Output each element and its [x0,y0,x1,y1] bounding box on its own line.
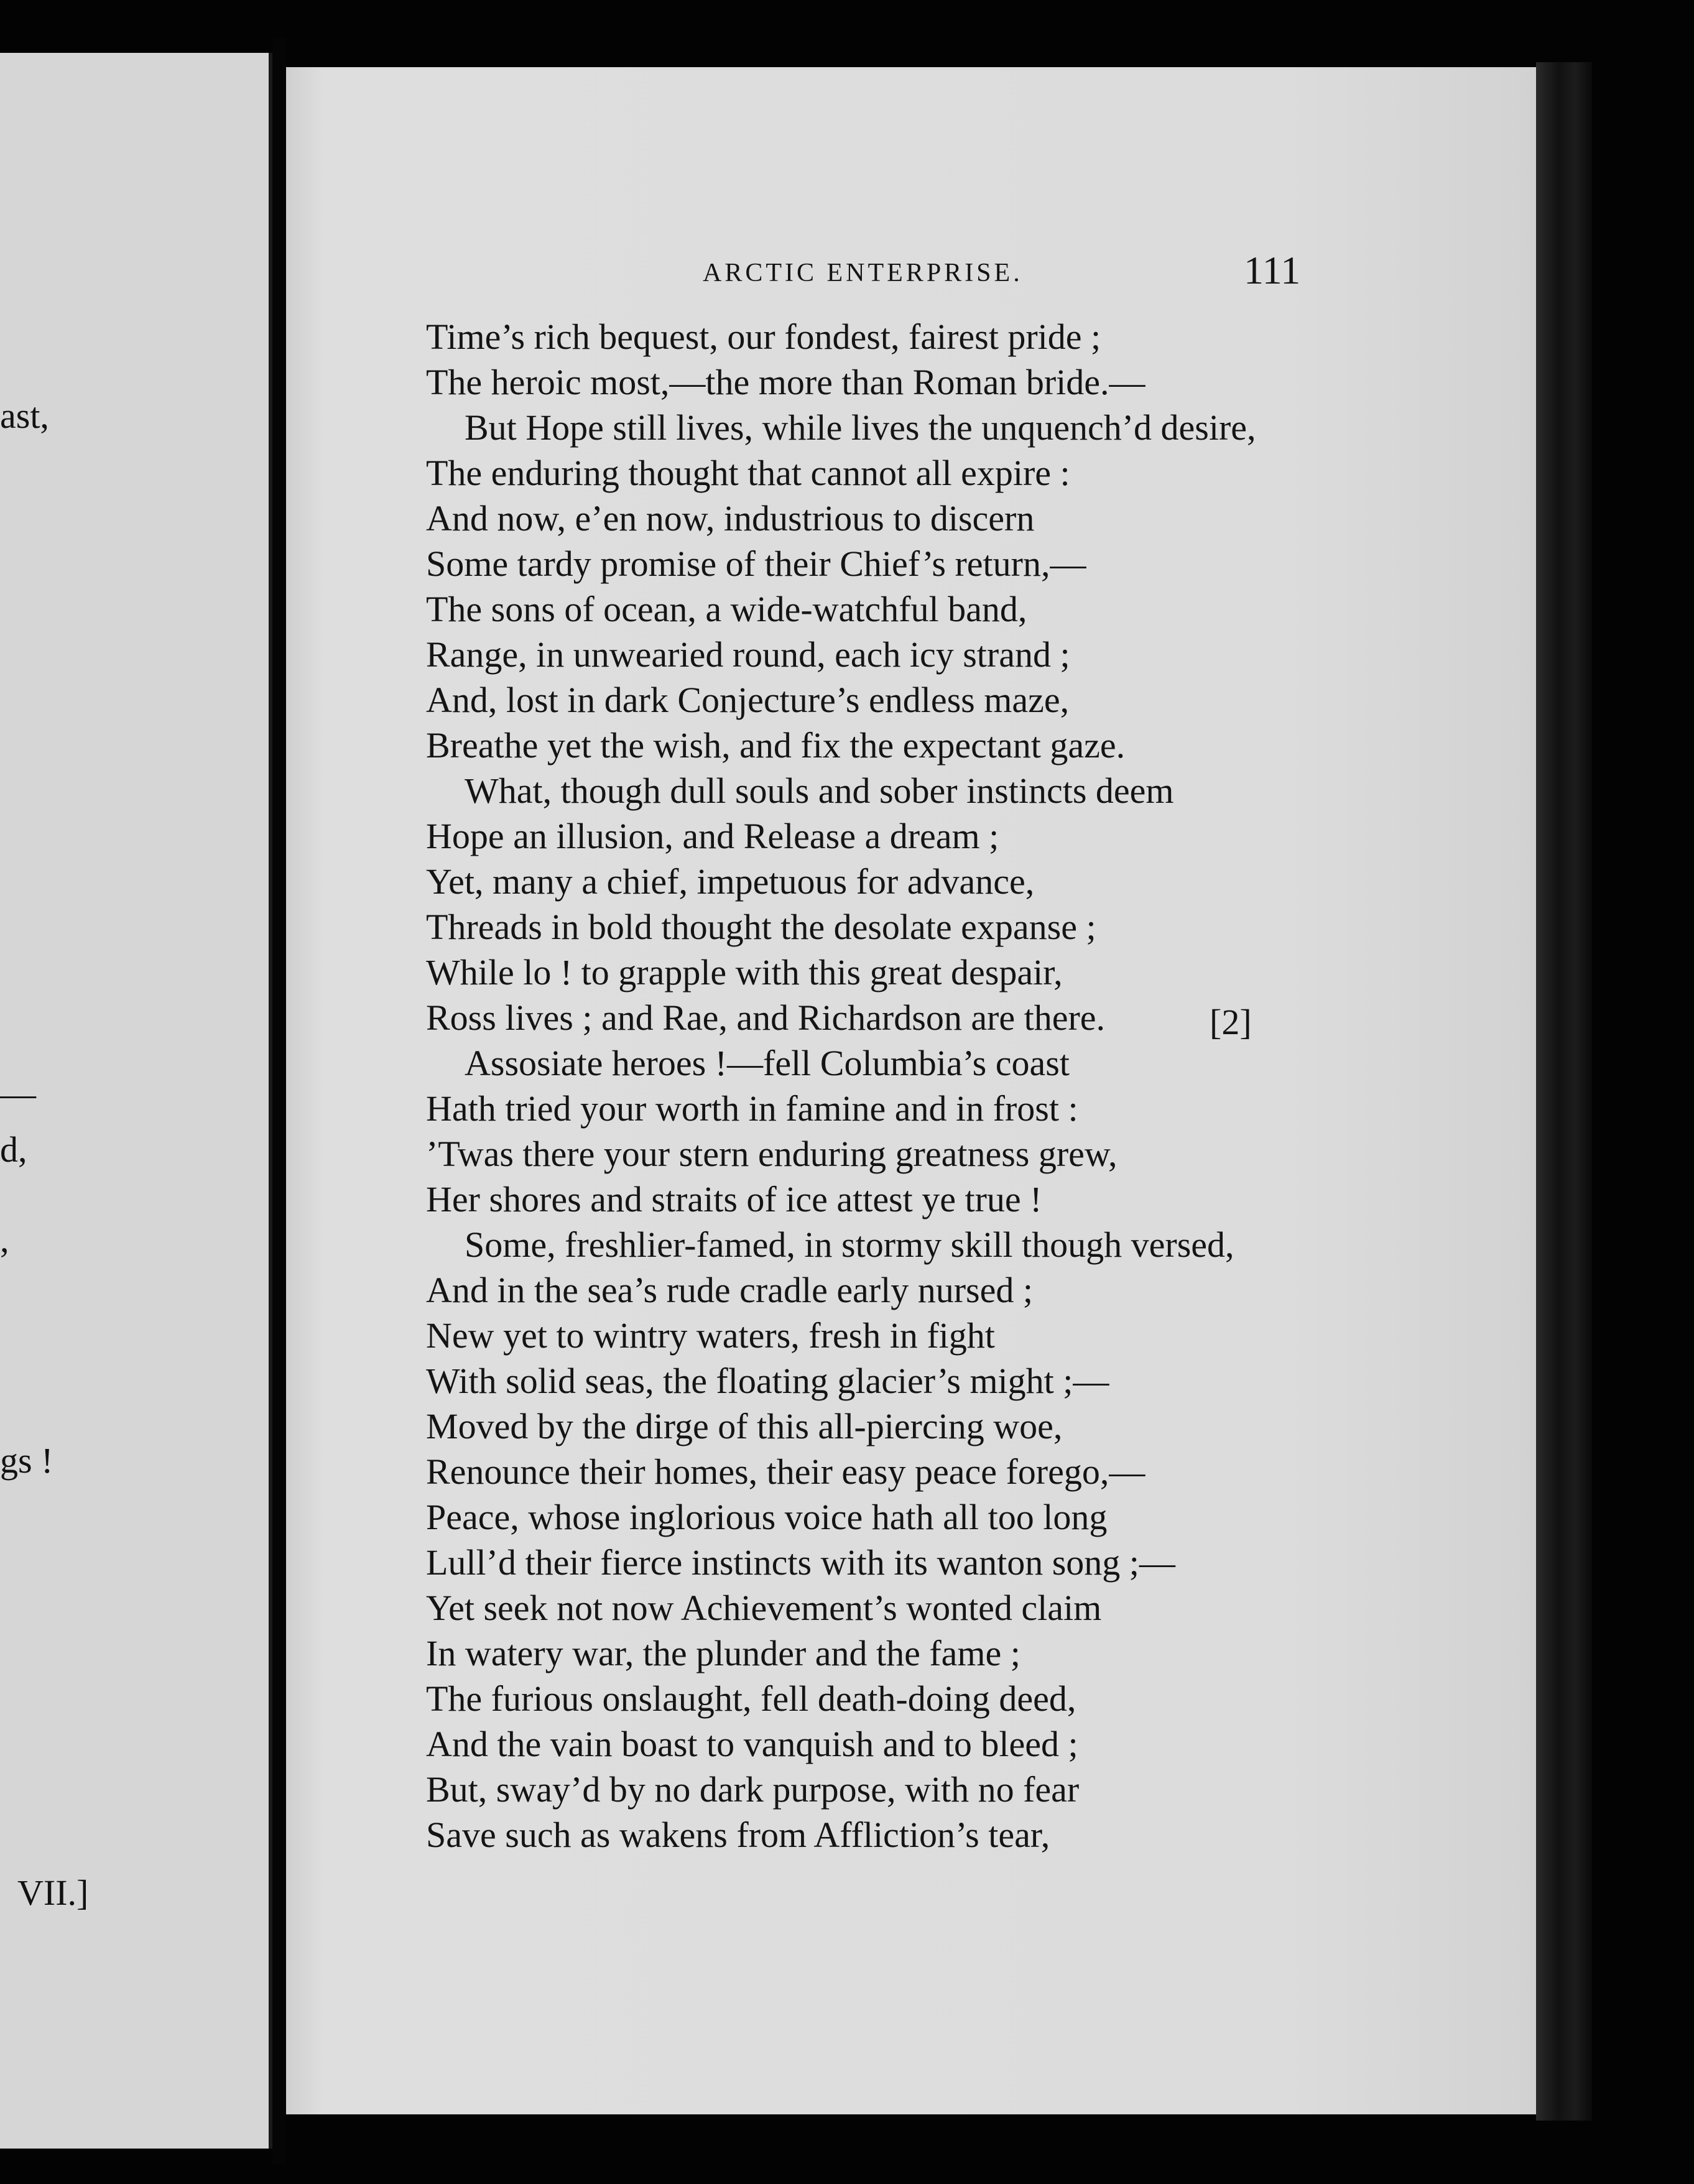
left-page-fragment: — [0,1073,36,1114]
verse-line: Threads in bold thought the desolate expanse ; [426,907,1096,947]
verse-line: Ross lives ; and Rae, and Richardson are there. [426,997,1106,1038]
verse-line: In watery war, the plunder and the fame ; [426,1633,1021,1673]
verse-line: Time’s rich bequest, our fondest, fairest pride ; [426,317,1101,357]
verse-line: Peace, whose inglorious voice hath all too long [426,1497,1108,1537]
verse-line: Some, freshlier-famed, in stormy skill though versed, [465,1224,1234,1265]
book-gutter [272,37,286,2164]
verse-line: Lull’d their fierce instincts with its wanton song ;— [426,1542,1175,1583]
left-page-fragment: VII.] [17,1872,89,1913]
page-number: 111 [1244,248,1301,292]
verse-line: Renounce their homes, their easy peace forego,— [426,1451,1146,1492]
poem-text [426,314,1483,1858]
verse-line: But Hope still lives, while lives the unquench’d desire, [465,407,1256,448]
verse-line: The sons of ocean, a wide-watchful band, [426,589,1027,629]
verse-line: Yet seek not now Achievement’s wonted claim [426,1588,1102,1628]
left-page-fragment: , [0,1219,9,1260]
verse-line: ’Twas there your stern enduring greatness grew, [426,1134,1118,1174]
verse-line: And the vain boast to vanquish and to bleed ; [426,1724,1078,1764]
page-edge [1536,62,1592,2121]
verse-line: Breathe yet the wish, and fix the expectant gaze. [426,725,1126,766]
verse-line: And, lost in dark Conjecture’s endless maze, [426,680,1070,720]
verse-line: Hath tried your worth in famine and in frost : [426,1088,1078,1129]
verse-line: And in the sea’s rude cradle early nursed ; [426,1270,1033,1310]
verse-line: Her shores and straits of ice attest ye true ! [426,1179,1042,1219]
verse-line: But, sway’d by no dark purpose, with no fear [426,1769,1080,1810]
left-page-fragment: ast, [0,396,49,436]
verse-line: New yet to wintry waters, fresh in fight [426,1315,995,1356]
verse-line: With solid seas, the floating glacier’s might ;— [426,1361,1109,1401]
left-page-fragment: gs ! [0,1440,53,1481]
verse-line: The furious onslaught, fell death-doing deed, [426,1678,1076,1719]
verse-line: While lo ! to grapple with this great despair, [426,952,1063,993]
left-page [0,53,272,2149]
verse-line: Yet, many a chief, impetuous for advance, [426,861,1035,902]
verse-line: The heroic most,—the more than Roman bride.— [426,362,1146,402]
left-page-fragment: d, [0,1129,27,1170]
verse-line: Moved by the dirge of this all-piercing woe, [426,1406,1063,1446]
footnote-marker: [2] [1210,1002,1252,1042]
verse-line: Hope an illusion, and Release a dream ; [426,816,999,856]
verse-line: Some tardy promise of their Chief’s return,— [426,544,1086,584]
verse-line: Range, in unwearied round, each icy strand ; [426,634,1070,675]
verse-line: What, though dull souls and sober instincts deem [465,770,1174,811]
verse-line: And now, e’en now, industrious to discern [426,498,1035,539]
verse-line: Save such as wakens from Affliction’s tear, [426,1815,1050,1855]
verse-line: Assosiate heroes !—fell Columbia’s coast [465,1043,1070,1083]
verse-line: The enduring thought that cannot all expire : [426,453,1070,493]
running-title: ARCTIC ENTERPRISE. [703,259,1023,287]
